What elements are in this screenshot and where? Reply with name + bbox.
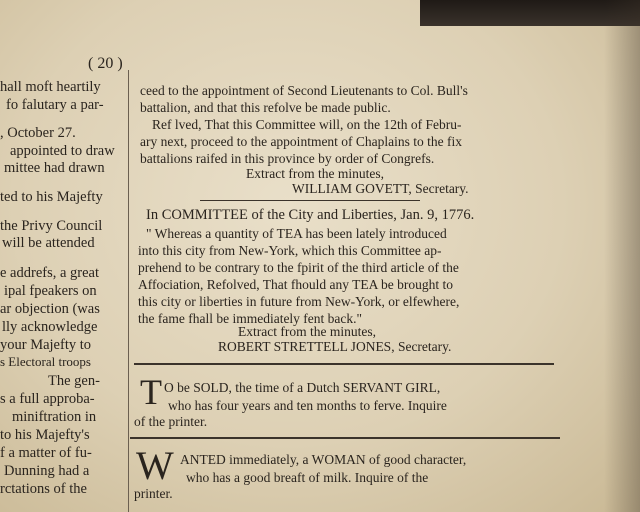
- divider-rule: [130, 437, 560, 439]
- left-line: appointed to draw: [10, 143, 115, 159]
- ad-line: who has four years and ten months to ferve. Inquire: [168, 398, 447, 413]
- notice-line: battalion, and that this refolve be made public.: [140, 100, 391, 115]
- signature: WILLIAM GOVETT, Secretary.: [292, 181, 469, 196]
- notice-line: battalions raifed in this province by order of Congrefs.: [140, 151, 435, 166]
- divider-rule: [134, 363, 554, 365]
- extract-line: Extract from the minutes,: [238, 324, 376, 339]
- ad-dropcap: T: [140, 372, 162, 412]
- ad-line: printer.: [134, 486, 173, 501]
- column-divider: [128, 70, 129, 512]
- divider-rule: [200, 200, 420, 201]
- left-line: s Electoral troops: [0, 354, 91, 369]
- page-edge-shadow: [604, 0, 640, 512]
- left-line: will be attended: [2, 235, 95, 251]
- left-line: mittee had drawn: [4, 160, 105, 176]
- ad-line: O be SOLD, the time of a Dutch SERVANT GIRL,: [164, 380, 441, 395]
- notice-line: this city or liberties in future from New-York, or elfewhere,: [138, 294, 460, 309]
- ad-line: of the printer.: [134, 414, 208, 429]
- left-line: The gen-: [48, 373, 100, 389]
- left-line: ted to his Majefty: [0, 189, 103, 205]
- ad-line: ANTED immediately, a WOMAN of good character,: [180, 452, 467, 467]
- notice-line: ceed to the appointment of Second Lieutenants to Col. Bull's: [140, 83, 468, 98]
- left-line: ipal fpeakers on: [4, 283, 97, 299]
- left-line: s a full approba-: [0, 391, 95, 407]
- page-number: ( 20 ): [88, 55, 123, 72]
- left-line: rctations of the: [0, 481, 87, 497]
- ad-line: who has a good breaft of milk. Inquire of the: [186, 470, 429, 485]
- left-line: f a matter of fu-: [0, 445, 92, 461]
- left-line: Dunning had a: [4, 463, 90, 479]
- notice-line: the fame fhall be immediately fent back.": [138, 311, 363, 326]
- signature: ROBERT STRETTELL JONES, Secretary.: [218, 339, 452, 354]
- notice-line: into this city from New-York, which this Committee ap-: [138, 243, 442, 258]
- notice-line: Affociation, Refolved, That fhould any TEA be brought to: [138, 277, 453, 292]
- extract-line: Extract from the minutes,: [246, 166, 384, 181]
- left-line: e addrefs, a great: [0, 265, 100, 281]
- notice-line: Ref lved, That this Committee will, on the 12th of Febru-: [152, 117, 462, 132]
- ad-dropcap: W: [136, 443, 174, 488]
- left-line: hall moft heartily: [0, 79, 101, 95]
- left-line: fo falutary a par-: [6, 97, 104, 113]
- notice-line: prehend to be contrary to the fpirit of the third article of the: [138, 260, 459, 275]
- left-line: , October 27.: [0, 125, 76, 141]
- left-line: miniftration in: [12, 409, 97, 425]
- left-line: the Privy Council: [0, 218, 103, 234]
- notice-line: " Whereas a quantity of TEA has been lately introduced: [146, 226, 447, 241]
- committee-heading: In COMMITTEE of the City and Liberties, Jan. 9, 1776.: [146, 207, 475, 223]
- left-line: lly acknowledge: [2, 319, 98, 335]
- notice-line: ary next, proceed to the appointment of Chaplains to the fix: [140, 134, 463, 149]
- left-line: your Majefty to: [0, 337, 92, 353]
- left-line: to his Majefty's: [0, 427, 90, 443]
- left-line: ar objection (was: [0, 301, 100, 317]
